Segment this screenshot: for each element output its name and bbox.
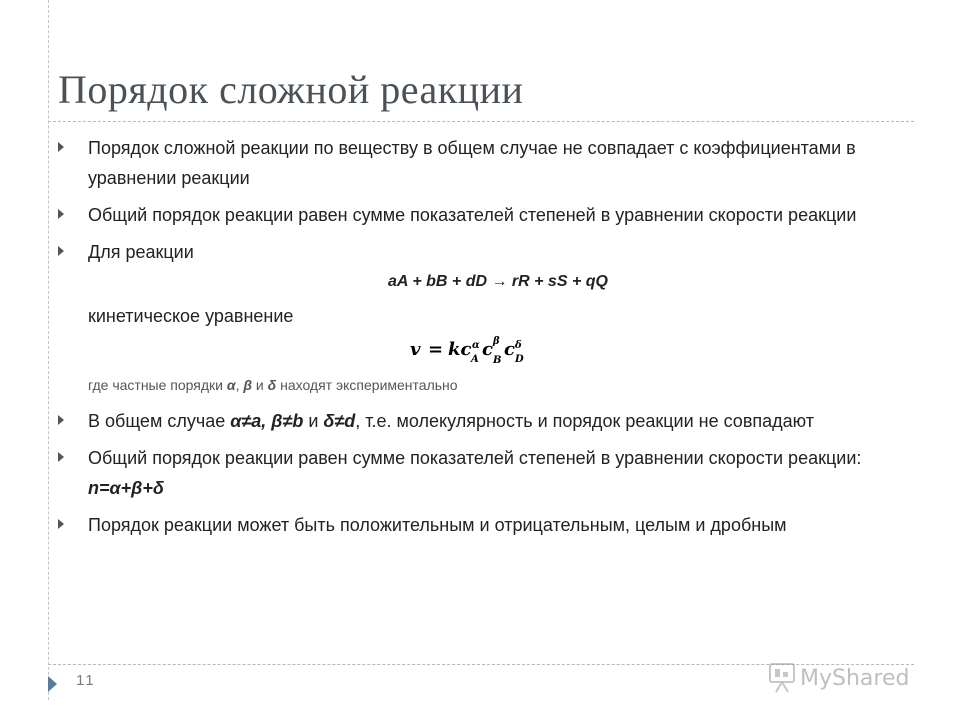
bullet-item <box>58 133 878 193</box>
bullet-item <box>58 200 878 230</box>
slide-content <box>58 133 878 547</box>
rate-formula-image <box>408 333 548 369</box>
bullet-item <box>58 510 878 540</box>
kinetic-label: кинетическое уравнение <box>88 306 294 326</box>
bullet-arrow-icon <box>58 246 64 256</box>
svg-text:A: A <box>471 354 479 365</box>
bullet-arrow-icon <box>58 415 64 425</box>
bullet-text: В общем случае α≠a, β≠b и δ≠d, т.е. молекулярность и порядок реакции не совпадают <box>88 411 814 431</box>
presentation-board-icon <box>770 664 794 692</box>
svg-text:D: D <box>515 354 524 365</box>
svg-text:c: c <box>504 339 515 360</box>
bullet-text: Для реакции <box>88 242 194 262</box>
title-divider <box>48 121 914 122</box>
page-number: 11 <box>76 672 96 689</box>
svg-text:β: β <box>493 336 500 347</box>
svg-text:v: v <box>410 339 421 360</box>
svg-text:α: α <box>472 340 480 351</box>
rate-equation <box>58 333 878 371</box>
bullet-text: Порядок реакции может быть положительным и отрицательным, целым и дробным <box>88 515 787 535</box>
bullet-item <box>58 443 878 503</box>
svg-text:c: c <box>482 339 493 360</box>
svg-text:=: = <box>428 339 444 360</box>
bullet-item <box>58 237 878 267</box>
page-arrow-icon <box>48 676 57 692</box>
bullet-arrow-icon <box>58 452 64 462</box>
svg-text:δ: δ <box>515 340 522 351</box>
bullet-item <box>58 406 878 436</box>
bullet-text: Порядок сложной реакции по веществу в общем случае не совпадает с коэффициентами в уравнении реакции <box>88 138 856 188</box>
svg-text:B: B <box>493 355 502 366</box>
bullet-arrow-icon <box>58 142 64 152</box>
reaction-equation: aA + bB + dD → rR + sS + qQ <box>388 273 608 290</box>
svg-text:kc: kc <box>448 339 472 360</box>
bullet-arrow-icon <box>58 209 64 219</box>
bullet-text: Общий порядок реакции равен сумме показателей степеней в уравнении скорости реакции: n=α+β+δ <box>88 448 862 498</box>
slide-title: Порядок сложной реакции <box>58 67 524 112</box>
watermark-text: MyShared <box>800 666 910 691</box>
partial-orders-note: где частные порядки α, β и δ находят экспериментально <box>88 377 458 393</box>
watermark-logo <box>766 656 926 696</box>
bullet-arrow-icon <box>58 519 64 529</box>
left-guide-line <box>48 0 49 700</box>
bullet-text: Общий порядок реакции равен сумме показателей степеней в уравнении скорости реакции <box>88 205 857 225</box>
